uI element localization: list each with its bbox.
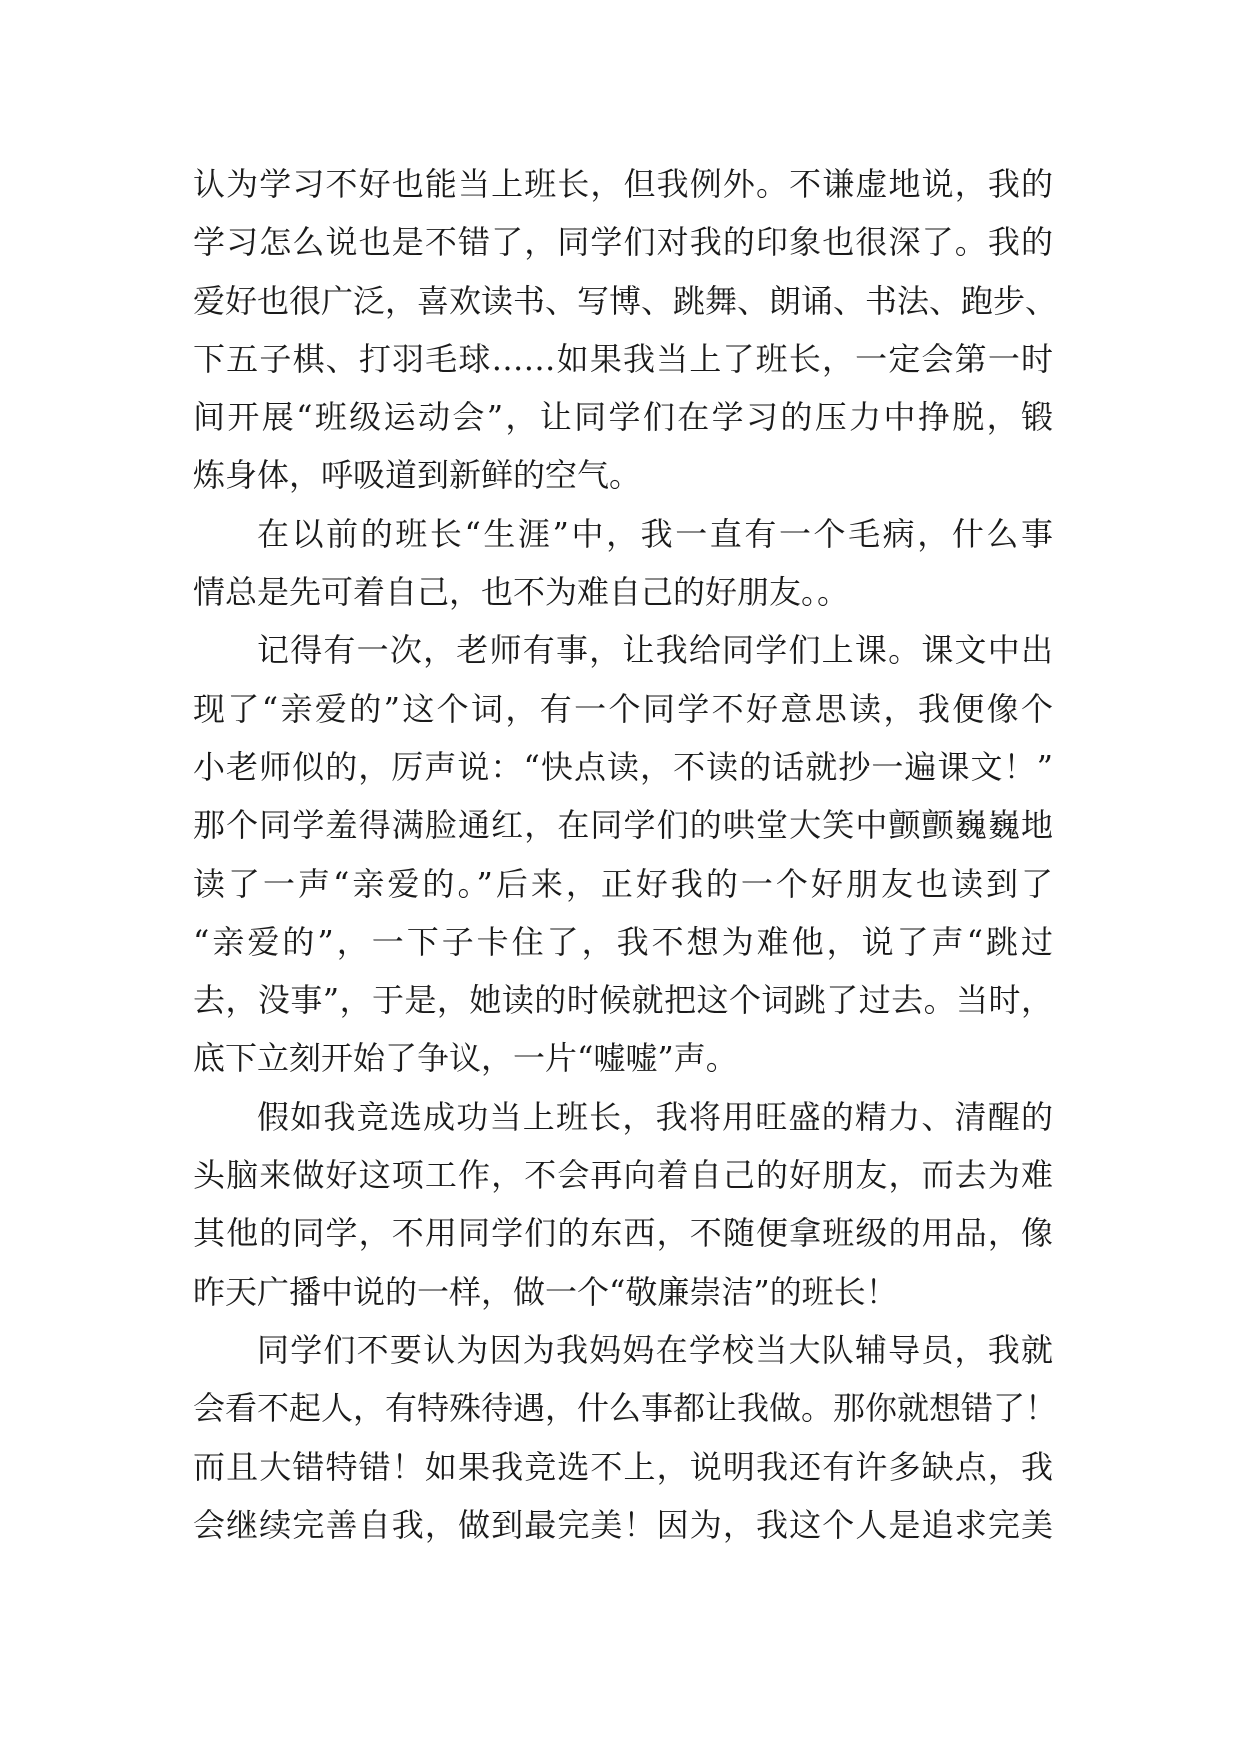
text-line: 情总是先可着自己，也不为难自己的好朋友。。 xyxy=(193,573,850,612)
text-line: 炼身体，呼吸道到新鲜的空气。 xyxy=(193,456,642,495)
text-line: 下五子棋、打羽毛球……如果我当上了班长，一定会第一时 xyxy=(193,339,1053,378)
text-line: 同学们不要认为因为我妈妈在学校当大队辅导员，我就 xyxy=(257,1330,1053,1369)
text-line: 记得有一次，老师有事，让我给同学们上课。课文中出 xyxy=(257,631,1053,670)
text-line: 爱好也很广泛，喜欢读书、写博、跳舞、朗诵、书法、跑步、 xyxy=(193,281,1058,320)
text-line: 在以前的班长“生涯”中，我一直有一个毛病，什么事 xyxy=(257,514,1053,553)
text-line: 假如我竞选成功当上班长，我将用旺盛的精力、清醒的 xyxy=(257,1097,1053,1136)
text-line: 头脑来做好这项工作，不会再向着自己的好朋友，而去为难 xyxy=(193,1156,1053,1195)
text-line: 学习怎么说也是不错了，同学们对我的印象也很深了。我的 xyxy=(193,223,1053,262)
text-line: 间开展“班级运动会”，让同学们在学习的压力中挣脱，锻 xyxy=(193,398,1053,437)
text-line: 而且大错特错！如果我竞选不上，说明我还有许多缺点，我 xyxy=(193,1447,1053,1486)
text-line: 其他的同学，不用同学们的东西，不随便拿班级的用品，像 xyxy=(193,1214,1053,1253)
text-line: 现了“亲爱的”这个词，有一个同学不好意思读，我便像个 xyxy=(193,689,1053,728)
text-line: 昨天广播中说的一样，做一个“敬廉崇洁”的班长！ xyxy=(193,1272,898,1311)
text-line: “亲爱的”，一下子卡住了，我不想为难他，说了声“跳过 xyxy=(193,922,1053,961)
document-body xyxy=(193,155,1058,1554)
text-line: 会看不起人，有特殊待遇，什么事都让我做。那你就想错了！ xyxy=(193,1389,1058,1428)
text-line: 底下立刻开始了争议，一片“嘘嘘”声。 xyxy=(193,1039,738,1078)
text-line: 读了一声“亲爱的。”后来，正好我的一个好朋友也读到了 xyxy=(193,864,1053,903)
text-line: 去，没事”，于是，她读的时候就把这个词跳了过去。当时， xyxy=(193,981,1053,1020)
text-line: 会继续完善自我，做到最完美！因为，我这个人是追求完美 xyxy=(193,1505,1053,1544)
text-line: 认为学习不好也能当上班长，但我例外。不谦虚地说，我的 xyxy=(193,165,1053,203)
text-line: 小老师似的，厉声说：“快点读，不读的话就抄一遍课文！” xyxy=(193,747,1053,786)
text-line: 那个同学羞得满脸通红，在同学们的哄堂大笑中颤颤巍巍地 xyxy=(193,806,1053,845)
